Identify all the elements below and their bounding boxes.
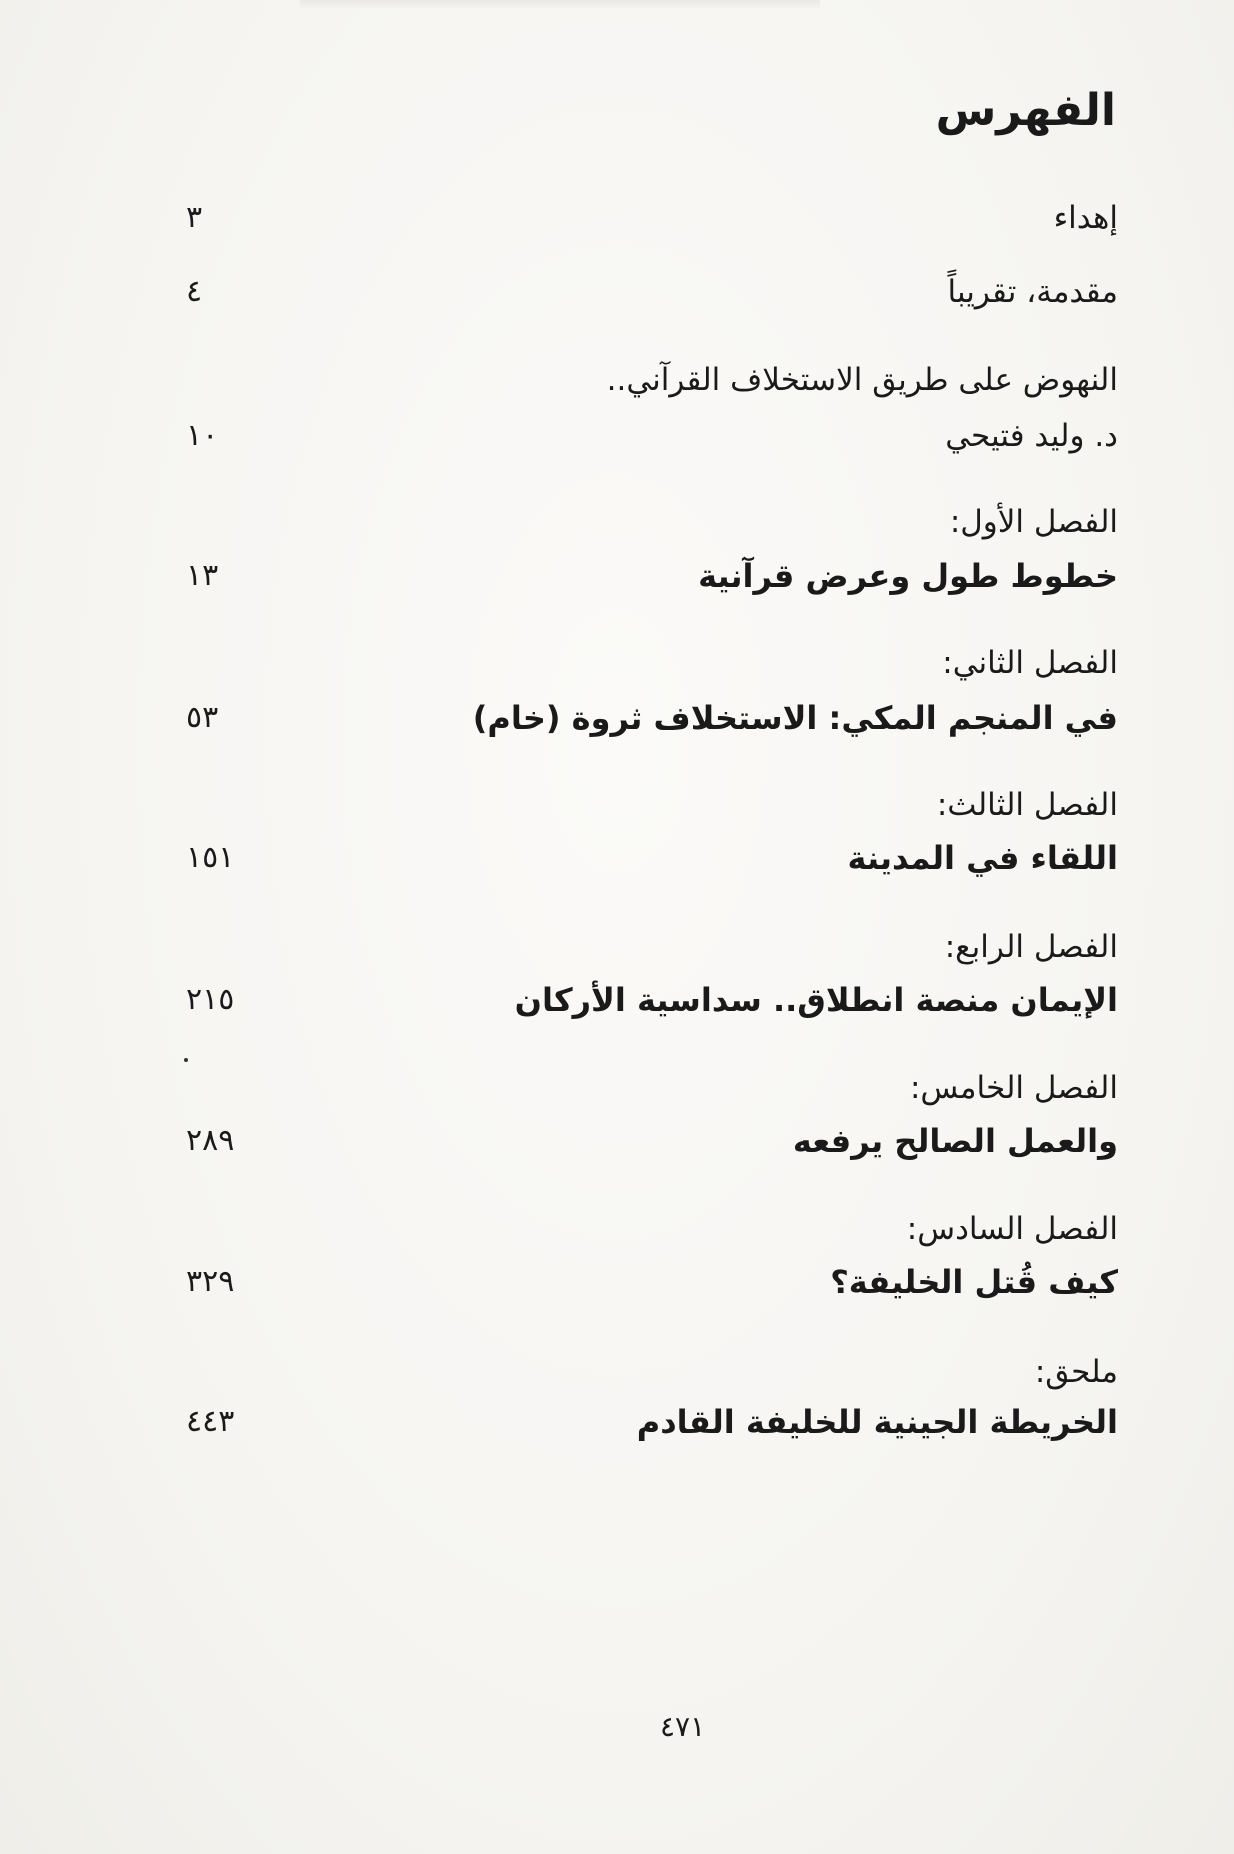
- toc-page-number: ٤: [186, 274, 203, 309]
- appendix-label: ملحق:: [1034, 1354, 1118, 1390]
- chapter-title: والعمل الصالح يرفعه: [792, 1122, 1118, 1160]
- toc-entry-title: إهداء: [1053, 200, 1118, 236]
- toc-entry-author: د. وليد فتيحي: [945, 418, 1118, 454]
- chapter-title: في المنجم المكي: الاستخلاف ثروة (خام): [472, 699, 1118, 737]
- page-edge-shadow: [300, 0, 820, 8]
- chapter-title: كيف قُتل الخليفة؟: [830, 1263, 1118, 1301]
- chapter-label: الفصل الخامس:: [909, 1070, 1118, 1106]
- chapter-label: الفصل الثاني:: [942, 645, 1118, 681]
- chapter-title: خطوط طول وعرض قرآنية: [698, 557, 1118, 595]
- chapter-label: الفصل الثالث:: [936, 787, 1118, 823]
- toc-page-number: ٢٨٩: [186, 1123, 235, 1158]
- toc-page-number: ٢١٥: [186, 982, 235, 1017]
- toc-entry-title: النهوض على طريق الاستخلاف القرآني..: [606, 362, 1118, 398]
- appendix-title: الخريطة الجينية للخليفة القادم: [636, 1403, 1118, 1441]
- toc-page-number: ١٥١: [186, 840, 235, 875]
- page-title: الفهرس: [935, 85, 1116, 136]
- toc-page-number: ١٠: [186, 418, 219, 453]
- toc-page-number: ٣: [186, 200, 203, 235]
- print-speck: [184, 1058, 188, 1062]
- toc-page-number: ٤٤٣: [186, 1404, 235, 1439]
- chapter-title: اللقاء في المدينة: [847, 839, 1118, 877]
- chapter-label: الفصل السادس:: [906, 1211, 1118, 1247]
- folio-page-number: ٤٧١: [660, 1710, 706, 1743]
- chapter-title: الإيمان منصة انطلاق.. سداسية الأركان: [514, 981, 1118, 1019]
- toc-page-number: ١٣: [186, 558, 219, 593]
- chapter-label: الفصل الأول:: [949, 504, 1118, 540]
- chapter-label: الفصل الرابع:: [944, 929, 1118, 965]
- toc-page-number: ٥٣: [186, 700, 219, 735]
- toc-entry-title: مقدمة، تقريباً: [947, 274, 1118, 310]
- toc-page-number: ٣٢٩: [186, 1264, 235, 1299]
